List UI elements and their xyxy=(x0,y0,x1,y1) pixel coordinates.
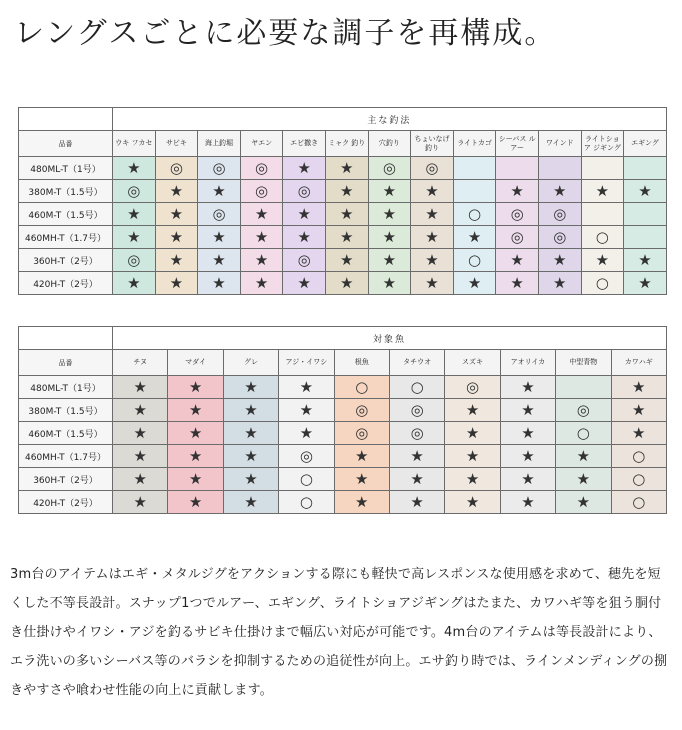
rating-cell: ★ xyxy=(445,422,500,445)
name-column-header: 品番 xyxy=(19,131,113,157)
rating-cell: ○ xyxy=(389,376,444,399)
rating-cell: ★ xyxy=(279,399,334,422)
rating-cell: ★ xyxy=(445,445,500,468)
row-name: 360H-T（2号） xyxy=(19,468,113,491)
rating-cell: ★ xyxy=(581,180,624,203)
rating-cell: ★ xyxy=(538,272,581,295)
rating-cell: ◎ xyxy=(283,249,326,272)
rating-cell xyxy=(581,157,624,180)
rating-cell: ◎ xyxy=(283,180,326,203)
column-header: ミャク 釣り xyxy=(325,131,368,157)
column-header: カワハギ xyxy=(611,350,667,376)
rating-cell xyxy=(624,157,667,180)
row-name: 420H-T（2号） xyxy=(19,272,113,295)
rating-cell: ★ xyxy=(411,226,454,249)
row-name: 380M-T（1.5号） xyxy=(19,399,113,422)
rating-cell: ★ xyxy=(411,249,454,272)
rating-cell: ★ xyxy=(411,203,454,226)
table-row xyxy=(19,399,667,422)
rating-cell: ★ xyxy=(325,203,368,226)
rating-cell: ★ xyxy=(279,376,334,399)
column-header: ヤエン xyxy=(240,131,283,157)
rating-cell: ★ xyxy=(279,422,334,445)
rating-cell: ★ xyxy=(113,272,156,295)
column-header: チヌ xyxy=(113,350,168,376)
rating-cell: ★ xyxy=(538,180,581,203)
rating-cell: ★ xyxy=(240,272,283,295)
rating-cell xyxy=(496,157,539,180)
rating-cell: ★ xyxy=(445,399,500,422)
rating-cell: ★ xyxy=(624,180,667,203)
rating-cell: ○ xyxy=(611,491,667,514)
row-name: 460MH-T（1.7号） xyxy=(19,226,113,249)
rating-cell: ○ xyxy=(334,376,389,399)
rating-cell: ★ xyxy=(155,272,198,295)
rating-cell: ★ xyxy=(334,445,389,468)
rating-cell: ○ xyxy=(581,226,624,249)
rating-cell: ◎ xyxy=(113,180,156,203)
rating-cell xyxy=(624,203,667,226)
column-header: 穴釣り xyxy=(368,131,411,157)
table-row xyxy=(19,422,667,445)
rating-cell: ★ xyxy=(155,226,198,249)
rating-cell: ★ xyxy=(538,249,581,272)
rating-cell: ★ xyxy=(500,491,555,514)
rating-cell: ★ xyxy=(556,445,611,468)
column-header: ちょいなげ 釣り xyxy=(411,131,454,157)
rating-cell: ◎ xyxy=(556,399,611,422)
rating-cell: ★ xyxy=(113,468,168,491)
rating-cell: ★ xyxy=(113,376,168,399)
row-name: 460MH-T（1.7号） xyxy=(19,445,113,468)
rating-cell: ★ xyxy=(500,445,555,468)
rating-cell: ★ xyxy=(283,226,326,249)
rating-cell: ◎ xyxy=(113,249,156,272)
target-fish-table xyxy=(18,326,667,514)
column-header: エギング xyxy=(624,131,667,157)
rating-cell: ★ xyxy=(389,468,444,491)
page-title: レングスごとに必要な調子を再構成。 xyxy=(14,16,557,51)
rating-cell: ★ xyxy=(624,272,667,295)
table-corner xyxy=(19,327,113,350)
rating-cell: ◎ xyxy=(334,422,389,445)
table-row xyxy=(19,249,667,272)
rating-cell: ★ xyxy=(113,226,156,249)
rating-cell: ★ xyxy=(624,249,667,272)
rating-cell: ◎ xyxy=(411,157,454,180)
rating-cell: ○ xyxy=(611,445,667,468)
rating-cell: ★ xyxy=(155,249,198,272)
rating-cell: ◎ xyxy=(334,399,389,422)
rating-cell: ★ xyxy=(500,468,555,491)
rating-cell: ★ xyxy=(411,272,454,295)
rating-cell: ★ xyxy=(611,422,667,445)
rating-cell: ★ xyxy=(113,491,168,514)
rating-cell: ★ xyxy=(198,226,241,249)
column-header: ウキ フカセ xyxy=(113,131,156,157)
rating-cell: ★ xyxy=(155,203,198,226)
rating-cell: ★ xyxy=(368,203,411,226)
column-header: 中型青物 xyxy=(556,350,611,376)
table-row xyxy=(19,491,667,514)
rating-cell xyxy=(538,157,581,180)
rating-cell xyxy=(556,376,611,399)
table-row xyxy=(19,468,667,491)
column-header: アオリイカ xyxy=(500,350,555,376)
rating-cell: ★ xyxy=(223,468,278,491)
fishing-method-table xyxy=(18,107,667,295)
rating-cell: ★ xyxy=(500,399,555,422)
rating-cell: ◎ xyxy=(279,445,334,468)
rating-cell: ★ xyxy=(155,180,198,203)
rating-cell: ★ xyxy=(611,399,667,422)
rating-cell xyxy=(581,203,624,226)
column-header: アジ・イワシ xyxy=(279,350,334,376)
rating-cell: ○ xyxy=(581,272,624,295)
rating-cell: ★ xyxy=(223,491,278,514)
rating-cell: ◎ xyxy=(368,157,411,180)
rating-cell: ○ xyxy=(279,491,334,514)
rating-cell: ★ xyxy=(368,272,411,295)
rating-cell: ◎ xyxy=(389,399,444,422)
rating-cell: ★ xyxy=(453,272,496,295)
rating-cell: ★ xyxy=(325,226,368,249)
table-corner xyxy=(19,108,113,131)
rating-cell: ★ xyxy=(113,157,156,180)
rating-cell: ★ xyxy=(581,249,624,272)
column-header: タチウオ xyxy=(389,350,444,376)
row-name: 380M-T（1.5号） xyxy=(19,180,113,203)
rating-cell: ★ xyxy=(325,157,368,180)
rating-cell: ★ xyxy=(611,376,667,399)
rating-cell: ◎ xyxy=(496,203,539,226)
table-row xyxy=(19,445,667,468)
rating-cell: ◎ xyxy=(538,226,581,249)
rating-cell: ◎ xyxy=(198,157,241,180)
rating-cell: ★ xyxy=(113,203,156,226)
rating-cell: ★ xyxy=(168,399,223,422)
rating-cell: ★ xyxy=(168,491,223,514)
rating-cell: ★ xyxy=(368,249,411,272)
rating-cell: ◎ xyxy=(496,226,539,249)
table-row xyxy=(19,376,667,399)
rating-cell: ◎ xyxy=(538,203,581,226)
rating-cell: ★ xyxy=(411,180,454,203)
rating-cell: ◎ xyxy=(155,157,198,180)
rating-cell xyxy=(453,180,496,203)
rating-cell: ★ xyxy=(223,445,278,468)
rating-cell: ★ xyxy=(368,180,411,203)
rating-cell: ★ xyxy=(389,445,444,468)
rating-cell: ★ xyxy=(325,249,368,272)
rating-cell: ★ xyxy=(496,180,539,203)
description-text: 3m台のアイテムはエギ・メタルジグをアクションする際にも軽快で高レスポンスな使用感を求めて、穂先を短くした不等長設計。スナップ1つでルアー、エギング、ライトショアジギングはたまた、カワハギ等を狙う胴付き仕掛けやイワシ・アジを釣るサビキ仕掛けまで幅広い対応が可能です。4m台のアイテムは等長設計により、エラ洗いの多いシーバス等のバラシを抑制するための追従性が向上。エサ釣り時では、ラインメンディングの捌きやすさや喰わせ性能の向上に貢献します。 xyxy=(10,567,668,698)
rating-cell: ★ xyxy=(334,491,389,514)
table-row xyxy=(19,157,667,180)
table-row xyxy=(19,203,667,226)
rating-cell: ★ xyxy=(198,180,241,203)
rating-cell: ★ xyxy=(113,422,168,445)
rating-cell: ★ xyxy=(556,468,611,491)
rating-cell: ◎ xyxy=(198,203,241,226)
rating-cell: ★ xyxy=(113,399,168,422)
rating-cell: ★ xyxy=(113,445,168,468)
rating-cell: ○ xyxy=(556,422,611,445)
column-header: サビキ xyxy=(155,131,198,157)
rating-cell: ◎ xyxy=(240,157,283,180)
rating-cell: ★ xyxy=(168,422,223,445)
group-label: 主な釣法 xyxy=(113,108,667,131)
rating-cell: ★ xyxy=(389,491,444,514)
rating-cell: ★ xyxy=(283,272,326,295)
table-row xyxy=(19,272,667,295)
table-row xyxy=(19,226,667,249)
row-name: 480ML-T（1号） xyxy=(19,376,113,399)
column-header: 海上釣堀 xyxy=(198,131,241,157)
rating-cell: ★ xyxy=(368,226,411,249)
row-name: 480ML-T（1号） xyxy=(19,157,113,180)
group-label: 対象魚 xyxy=(113,327,667,350)
row-name: 360H-T（2号） xyxy=(19,249,113,272)
rating-cell: ★ xyxy=(283,203,326,226)
column-header: シーバス ルアー xyxy=(496,131,539,157)
rating-cell: ★ xyxy=(325,180,368,203)
column-header: エビ撒き xyxy=(283,131,326,157)
table-row xyxy=(19,180,667,203)
column-header: マダイ xyxy=(168,350,223,376)
row-name: 420H-T（2号） xyxy=(19,491,113,514)
column-header: 根魚 xyxy=(334,350,389,376)
rating-cell xyxy=(624,226,667,249)
column-header: スズキ xyxy=(445,350,500,376)
rating-cell: ★ xyxy=(283,157,326,180)
column-header: ライトショア ジギング xyxy=(581,131,624,157)
rating-cell: ★ xyxy=(496,249,539,272)
rating-cell: ★ xyxy=(334,468,389,491)
rating-cell: ★ xyxy=(325,272,368,295)
rating-cell: ★ xyxy=(240,226,283,249)
rating-cell: ★ xyxy=(223,422,278,445)
rating-cell: ★ xyxy=(500,422,555,445)
rating-cell: ★ xyxy=(198,272,241,295)
column-header: ライトカゴ xyxy=(453,131,496,157)
rating-cell: ◎ xyxy=(389,422,444,445)
rating-cell: ★ xyxy=(500,376,555,399)
rating-cell: ★ xyxy=(445,468,500,491)
rating-cell: ★ xyxy=(445,491,500,514)
column-header: ワインド xyxy=(538,131,581,157)
rating-cell: ○ xyxy=(453,203,496,226)
rating-cell: ★ xyxy=(168,376,223,399)
rating-cell: ◎ xyxy=(240,180,283,203)
row-name: 460M-T（1.5号） xyxy=(19,203,113,226)
rating-cell: ★ xyxy=(223,376,278,399)
rating-cell: ○ xyxy=(611,468,667,491)
rating-cell: ★ xyxy=(223,399,278,422)
name-column-header: 品番 xyxy=(19,350,113,376)
rating-cell: ◎ xyxy=(445,376,500,399)
rating-cell: ○ xyxy=(453,249,496,272)
rating-cell: ★ xyxy=(168,445,223,468)
rating-cell: ★ xyxy=(168,468,223,491)
rating-cell: ★ xyxy=(240,203,283,226)
row-name: 460M-T（1.5号） xyxy=(19,422,113,445)
rating-cell: ★ xyxy=(198,249,241,272)
rating-cell: ★ xyxy=(496,272,539,295)
column-header: グレ xyxy=(223,350,278,376)
rating-cell: ★ xyxy=(453,226,496,249)
rating-cell: ○ xyxy=(279,468,334,491)
rating-cell xyxy=(453,157,496,180)
rating-cell: ★ xyxy=(556,491,611,514)
rating-cell: ★ xyxy=(240,249,283,272)
